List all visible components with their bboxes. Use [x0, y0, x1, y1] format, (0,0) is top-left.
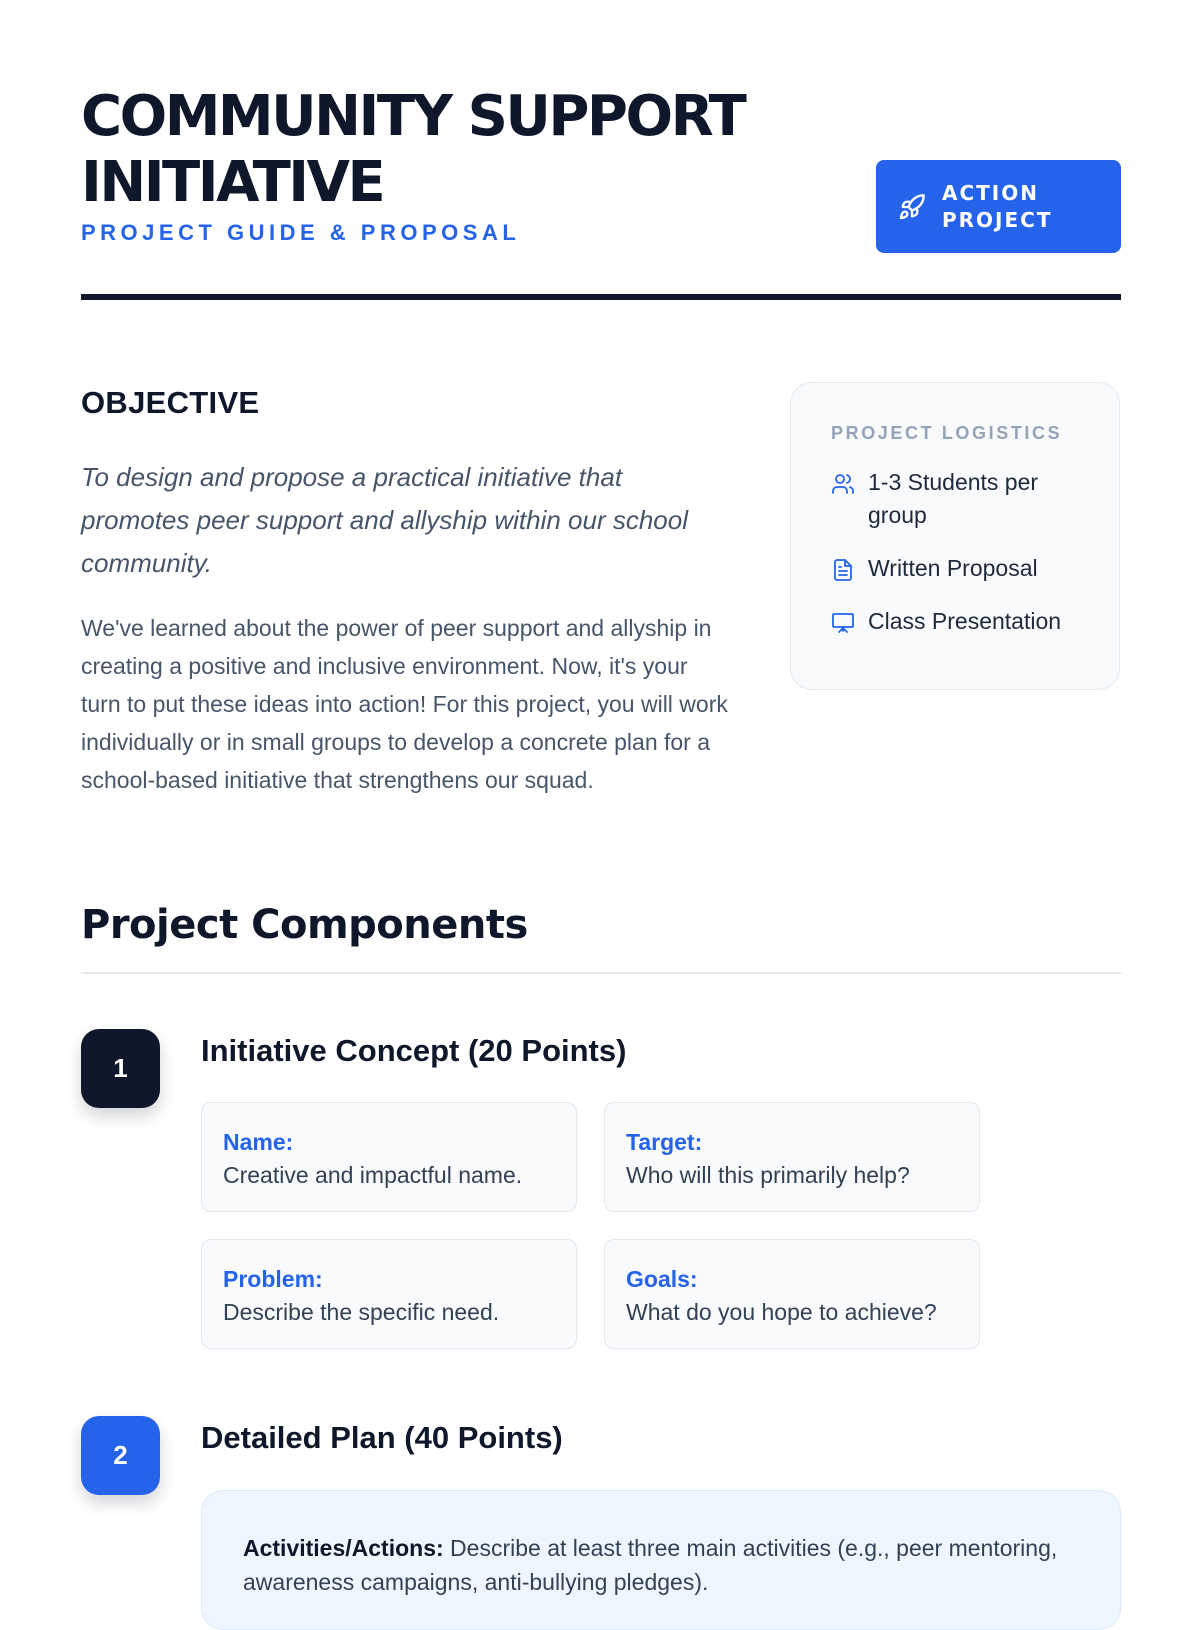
plan-label: Activities/Actions: — [243, 1535, 444, 1561]
page-title: COMMUNITY SUPPORT INITIATIVE — [81, 84, 745, 215]
field-card-name — [201, 1102, 577, 1212]
field-description: What do you hope to achieve? — [626, 1299, 937, 1325]
header — [81, 84, 1121, 246]
field-label: Problem: — [223, 1266, 323, 1292]
step-number-badge: 1 — [81, 1029, 160, 1108]
field-label: Name: — [223, 1129, 294, 1155]
logistics-item-presentation — [831, 605, 1085, 638]
plan-details-box — [201, 1490, 1121, 1630]
components-heading: Project Components — [81, 902, 528, 948]
logistics-item-group-size — [831, 466, 1085, 532]
plan-text: Describe at least three main activities (e.g., peer mentoring, awareness campaigns, anti-bullying pledges). — [243, 1535, 1058, 1595]
logistics-item-proposal — [831, 552, 1085, 585]
field-card-target — [604, 1102, 980, 1212]
action-project-badge — [876, 160, 1121, 253]
field-label: Target: — [626, 1129, 703, 1155]
step-number-badge: 2 — [81, 1416, 160, 1495]
step-title: Initiative Concept (20 Points) — [201, 1033, 627, 1068]
field-label: Goals: — [626, 1266, 698, 1292]
field-card-problem — [201, 1239, 577, 1349]
objective-heading: OBJECTIVE — [81, 385, 260, 420]
components-divider — [81, 972, 1121, 974]
presentation-icon — [831, 611, 855, 635]
field-description: Describe the specific need. — [223, 1299, 500, 1325]
step-title: Detailed Plan (40 Points) — [201, 1420, 563, 1455]
objective-body: We've learned about the power of peer support and allyship in creating a positive and inclusive environment. Now, it's your turn to put these ideas into action! For this project, you will work individually or in small groups to develop a concrete plan for a school-based initiative that strengthens our squad. — [81, 615, 728, 793]
rocket-icon — [898, 193, 926, 221]
header-divider — [81, 294, 1121, 300]
objective-quote: To design and propose a practical initiative that promotes peer support and allyship within our school community. — [81, 462, 689, 578]
badge-label: ACTION PROJECT — [942, 180, 1053, 232]
logistics-card — [790, 382, 1120, 690]
logistics-heading: PROJECT LOGISTICS — [831, 423, 1063, 443]
field-description: Creative and impactful name. — [223, 1162, 523, 1188]
logistics-item-label: Class Presentation — [868, 608, 1062, 634]
document-icon — [831, 558, 855, 582]
field-description: Who will this primarily help? — [626, 1162, 910, 1188]
field-card-goals — [604, 1239, 980, 1349]
logistics-item-label: Written Proposal — [868, 555, 1038, 581]
page-subtitle: PROJECT GUIDE & PROPOSAL — [81, 220, 521, 245]
logistics-item-label: 1-3 Students per group — [868, 469, 1039, 528]
users-icon — [831, 472, 855, 496]
